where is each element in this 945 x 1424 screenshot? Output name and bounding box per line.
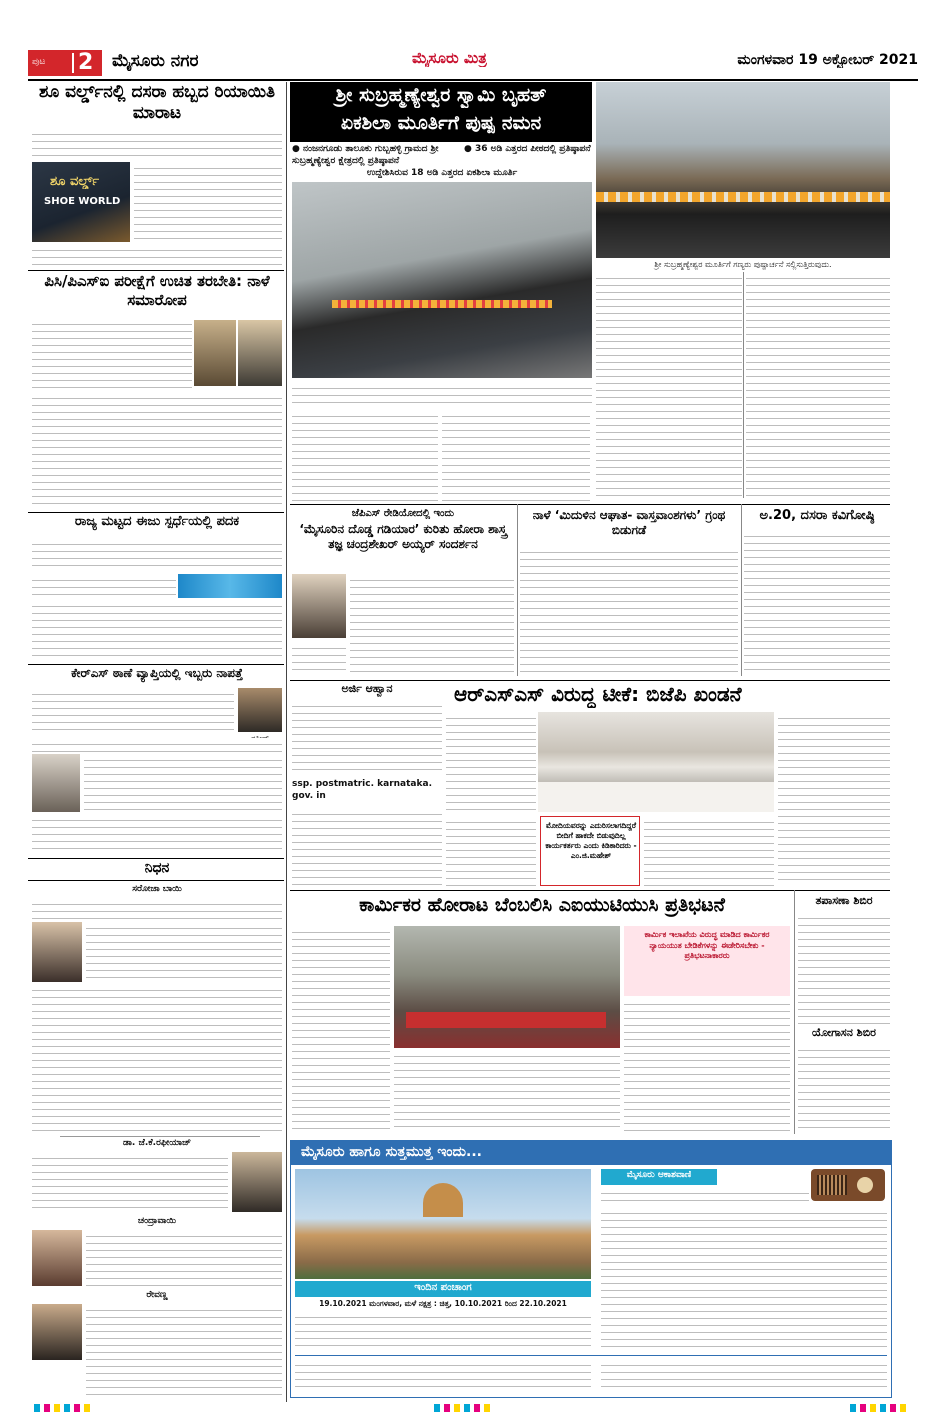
- workers-pull-quote-text: ಕಾರ್ಮಿಕ ಇಲಾಖೆಯ ವಿರುದ್ಧ ಮಾಡಿದ ಕಾರ್ಮಿಕರ ನ್ಯಾಯಯುತ ಬೇಡಿಕೆಗಳನ್ನು ಈಡೇರಿಸಬೇಕು - ಪ್ರತಿಭಟನಾಕಾರರು: [644, 930, 770, 960]
- subrahmanya-body-4: [746, 272, 890, 498]
- today-header: [291, 1141, 891, 1165]
- workers-photo: [394, 926, 620, 1048]
- subrahmanya-photo-right-caption: ಶ್ರೀ ಸುಬ್ರಹ್ಮಣ್ಯೇಶ್ವರ ಮೂರ್ತಿಗೆ ಗಣ್ಯರು ಪುಷ್ಪಾರ್ಚನೆ ಸಲ್ಲಿಸುತ್ತಿರುವುದು.: [654, 260, 832, 269]
- divider: [60, 1136, 260, 1137]
- subrahmanya-headline-box-2: [290, 110, 592, 142]
- shoe-world-lead: [32, 128, 282, 161]
- missing-body-2: [84, 754, 282, 812]
- registration-mark-right: [850, 1404, 910, 1412]
- missing-headline: ಕೇರ್‌ಎಸ್ ಠಾಣೆ ವ್ಯಾಪ್ತಿಯಲ್ಲಿ ಇಬ್ಬರು ನಾಪತ್ತೆ: [71, 666, 243, 680]
- panchanga-title: ಇಂದಿನ ಪಂಚಾಂಗ: [414, 1282, 472, 1293]
- workers-body-2: [624, 998, 790, 1132]
- rss-body-3: [446, 816, 536, 886]
- subrahmanya-caption-main: [292, 382, 592, 406]
- radio-talk-kicker: ಜೆಪಿಎಸ್ ರೇಡಿಯೋದಲ್ಲಿ ಇಂದು: [351, 508, 455, 519]
- book-release-body: [520, 546, 738, 676]
- today-box: [290, 1140, 892, 1398]
- pc-exam-body-top: [32, 318, 192, 390]
- subrahmanya-bullet-2: ● 36 ಅಡಿ ಎತ್ತರದ ಪೀಠದಲ್ಲಿ ಪ್ರತಿಷ್ಠಾಪನೆ: [464, 144, 591, 154]
- missing-photo-2: [32, 754, 80, 812]
- radio-header: [601, 1169, 717, 1185]
- subrahmanya-bullet-3: ಉದ್ದೇಶಿಸಿರುವ 18 ಅಡಿ ಎತ್ತರದ ಏಕಶಿಲಾ ಮೂರ್ತಿ: [366, 168, 518, 178]
- swimming-headline: ರಾಜ್ಯ ಮಟ್ಟದ ಈಜು ಸ್ಪರ್ಧೆಯಲ್ಲಿ ಪದಕ: [74, 514, 240, 529]
- divider: [28, 270, 284, 271]
- workers-pull-quote: [624, 926, 790, 996]
- application-headline: ಅರ್ಜಿ ಆಹ್ವಾನ: [341, 682, 393, 695]
- obituary-body-1b: [32, 984, 282, 1134]
- palace-dome: [423, 1183, 463, 1217]
- subrahmanya-photo-right: [596, 82, 890, 258]
- divider: [295, 1355, 887, 1356]
- column-rule: [741, 504, 742, 676]
- panchanga-header: [295, 1281, 591, 1297]
- obituary-photo-4: [32, 1304, 82, 1360]
- subrahmanya-photo-main: [292, 182, 592, 378]
- pc-exam-body: [32, 392, 282, 510]
- column-rule: [517, 504, 518, 676]
- today-events: [295, 1359, 591, 1393]
- obituary-headline: ನಿಧನ: [144, 860, 170, 876]
- pc-exam-photo-2: [238, 320, 282, 386]
- obituary-body-1-top: [32, 898, 282, 920]
- missing-body: [32, 738, 282, 752]
- obituary-photo-1: [32, 922, 82, 982]
- rss-photo: [538, 712, 774, 812]
- divider: [28, 858, 284, 859]
- rss-pull-quote-text: ಮೋದಿಯವರನ್ನು ಎದುರಿಸಲಾಗದಿದ್ದರೆ ಬೀದಿಗೆ ಹಾಕದೇ ಬಿಡುವುದಿಲ್ಲ ಕಾರ್ಯಕರ್ತರು ಎಂದು ಕಿಡಿಕಾರಿದರು - ಎಂ.ಜಿ.ಮಹೇಶ್: [545, 821, 637, 860]
- shoe-world-body: [134, 162, 282, 242]
- radio-schedule-2: [601, 1207, 887, 1351]
- mysore-palace-photo: [295, 1169, 591, 1279]
- obituary-body-1: [86, 922, 282, 982]
- obituary-body-4: [86, 1304, 282, 1396]
- rss-body-1: [446, 712, 536, 814]
- radio-icon-speaker: [817, 1175, 847, 1195]
- shoe-world-sign-text-en: SHOE WORLD: [44, 196, 121, 207]
- section-name: ಮೈಸೂರು ನಗರ: [112, 51, 199, 71]
- swimming-body-top: [32, 538, 282, 572]
- kavigoshti-body: [744, 530, 890, 676]
- radio-talk-headline: ‘ಮೈಸೂರಿನ ದೊಡ್ಡ ಗಡಿಯಾರ’ ಕುರಿತು ಹೋರಾ ಶಾಸ್ತ್ರ ತಜ್ಞ ಚಂದ್ರಶೇಖರ್ ಅಯ್ಯರ್ ಸಂದರ್ಶನ: [299, 522, 507, 551]
- radio-talk-body: [350, 574, 514, 674]
- pc-exam-photo-1: [194, 320, 236, 386]
- divider: [28, 664, 284, 665]
- radio-header-text: ಮೈಸೂರು ಆಕಾಶವಾಣಿ: [626, 1170, 692, 1180]
- obituary-photo-3: [32, 1230, 82, 1286]
- page-date: ಮಂಗಳವಾರ 19 ಅಕ್ಟೋಬರ್ 2021: [737, 52, 918, 68]
- health-camp-body: [798, 912, 890, 1024]
- header-rule: [28, 79, 918, 81]
- obituary-photo-2: [232, 1152, 282, 1212]
- rss-body-2: [778, 712, 890, 886]
- yoga-headline: ಯೋಗಾಸನ ಶಿಬಿರ: [812, 1026, 876, 1039]
- column-rule: [743, 272, 744, 498]
- rss-headline: ಆರ್‌ಎಸ್‌ಎಸ್ ವಿರುದ್ಧ ಟೀಕೆ: ಬಿಜೆಪಿ ಖಂಡನೆ: [454, 682, 742, 706]
- subrahmanya-body-2: [442, 410, 590, 502]
- radio-talk-photo: [292, 574, 346, 638]
- shoe-world-headline: ಶೂ ವರ್ಲ್ಡ್‌ನಲ್ಲಿ ದಸರಾ ಹಬ್ಬದ ರಿಯಾಯಿತಿ ಮಾರಾಟ: [39, 82, 275, 124]
- rss-photo-table: [538, 782, 774, 812]
- obituary-name-1: ಸರೋಜಾ ಬಾಯಿ: [132, 884, 182, 894]
- rss-pull-quote: [540, 816, 640, 886]
- radio-icon: [811, 1169, 885, 1201]
- registration-mark-left: [34, 1404, 94, 1412]
- banner: [406, 1012, 606, 1028]
- pc-exam-headline: ಪಿಸಿ/ಪಿಎಸ್‌ಐ ಪರೀಕ್ಷೆಗೆ ಉಚಿತ ತರಬೇತಿ: ನಾಳೆ ಸಮಾರೋಪ: [44, 272, 270, 309]
- book-release-headline: ನಾಳೆ ‘ಮಿದುಳಿನ ಆಘಾತ- ವಾಸ್ತವಾಂಶಗಳು’ ಗ್ರಂಥ ಬಿಡುಗಡೆ: [532, 508, 726, 537]
- rss-body-4: [644, 816, 774, 886]
- page-number-box: [28, 50, 102, 76]
- application-body-2: [292, 808, 442, 886]
- panchanga-body: [295, 1311, 591, 1351]
- subrahmanya-headline-1: ಶ್ರೀ ಸುಬ್ರಹ್ಮಣ್ಯೇಶ್ವರ ಸ್ವಾಮಿ ಬೃಹತ್: [335, 84, 547, 106]
- shoe-world-photo: [32, 162, 130, 242]
- column-rule: [794, 890, 795, 1134]
- divider: [290, 890, 890, 891]
- obituary-body-3: [86, 1230, 282, 1286]
- obituary-name-2: ಡಾ. ಜೆ.ಕೆ.ರಫೀಯಾಜ್: [122, 1138, 192, 1148]
- divider: [28, 512, 284, 513]
- divider: [290, 680, 890, 681]
- swimming-body: [32, 600, 282, 662]
- subrahmanya-body-3: [596, 272, 742, 498]
- yoga-body: [798, 1044, 890, 1134]
- application-link[interactable]: ssp. postmatric. karnataka. gov. in: [292, 779, 432, 801]
- statue-garland: [332, 300, 552, 308]
- page-number-divider: [72, 53, 74, 73]
- page-label: ಪುಟ: [32, 57, 46, 67]
- missing-body-3: [32, 814, 282, 854]
- shoe-world-sign-text: ಶೂ ವರ್ಲ್ಡ್: [50, 174, 100, 189]
- kavigoshti-headline: ಅ.20, ದಸರಾ ಕವಿಗೋಷ್ಠಿ: [759, 508, 875, 523]
- today-title: ಮೈಸೂರು ಹಾಗೂ ಸುತ್ತಮುತ್ತ ಇಂದು...: [301, 1144, 482, 1160]
- page-header: [28, 48, 918, 78]
- swimming-photo: [178, 574, 282, 598]
- workers-body-3: [394, 1050, 620, 1132]
- application-body: [292, 700, 442, 776]
- registration-mark-center: [434, 1404, 494, 1412]
- masthead-logo: ಮೈಸೂರು ಮಿತ್ರ: [412, 49, 487, 67]
- page-number: 2: [78, 50, 94, 75]
- subrahmanya-body-1: [292, 410, 438, 502]
- missing-body-top: [32, 688, 234, 736]
- obituary-name-3: ಚಂದ್ರಾವಾಯಿ: [137, 1216, 177, 1226]
- workers-headline: ಕಾರ್ಮಿಕರ ಹೋರಾಟ ಬೆಂಬಲಿಸಿ ಎಐಯುಟಿಯುಸಿ ಪ್ರತಿಭಟನೆ: [359, 894, 725, 916]
- radio-talk-body-2: [292, 642, 346, 674]
- swimming-body-left: [32, 574, 176, 598]
- radio-schedule: [601, 1187, 809, 1207]
- shoe-world-body-2: [32, 244, 282, 268]
- vividha-bharati: [601, 1359, 887, 1393]
- obituary-body-2: [32, 1152, 228, 1212]
- radio-icon-dial: [857, 1177, 873, 1193]
- panchanga-line: 19.10.2021 ಮಂಗಳವಾರ, ಮಳೆ ನಕ್ಷತ್ರ : ಚಿತ್ತ, 10.10.2021 ರಿಂದ 22.10.2021: [319, 1299, 567, 1308]
- divider: [28, 880, 284, 881]
- health-camp-headline: ತಪಾಸಣಾ ಶಿಬಿರ: [815, 894, 873, 907]
- flower-garland: [596, 192, 890, 202]
- subrahmanya-bullet-1: ● ನಂಜನಗೂಡು ತಾಲೂಕು ಗುಬ್ಬಹಳ್ಳಿ ಗ್ರಾಮದ ಶ್ರೀ ಸುಬ್ರಹ್ಮಣ್ಯೇಶ್ವರ ಕ್ಷೇತ್ರದಲ್ಲಿ ಪ್ರತಿಷ್ಠಾಪನೆ: [292, 144, 439, 166]
- workers-body-1: [292, 926, 390, 1132]
- obituary-name-4: ರೇವಣ್ಣ: [146, 1290, 168, 1300]
- column-rule: [286, 82, 287, 1402]
- divider: [290, 504, 890, 505]
- missing-photo-1: [238, 688, 282, 732]
- subrahmanya-headline-2: ಏಕಶಿಲಾ ಮೂರ್ತಿಗೆ ಪುಷ್ಪ ನಮನ: [340, 112, 542, 134]
